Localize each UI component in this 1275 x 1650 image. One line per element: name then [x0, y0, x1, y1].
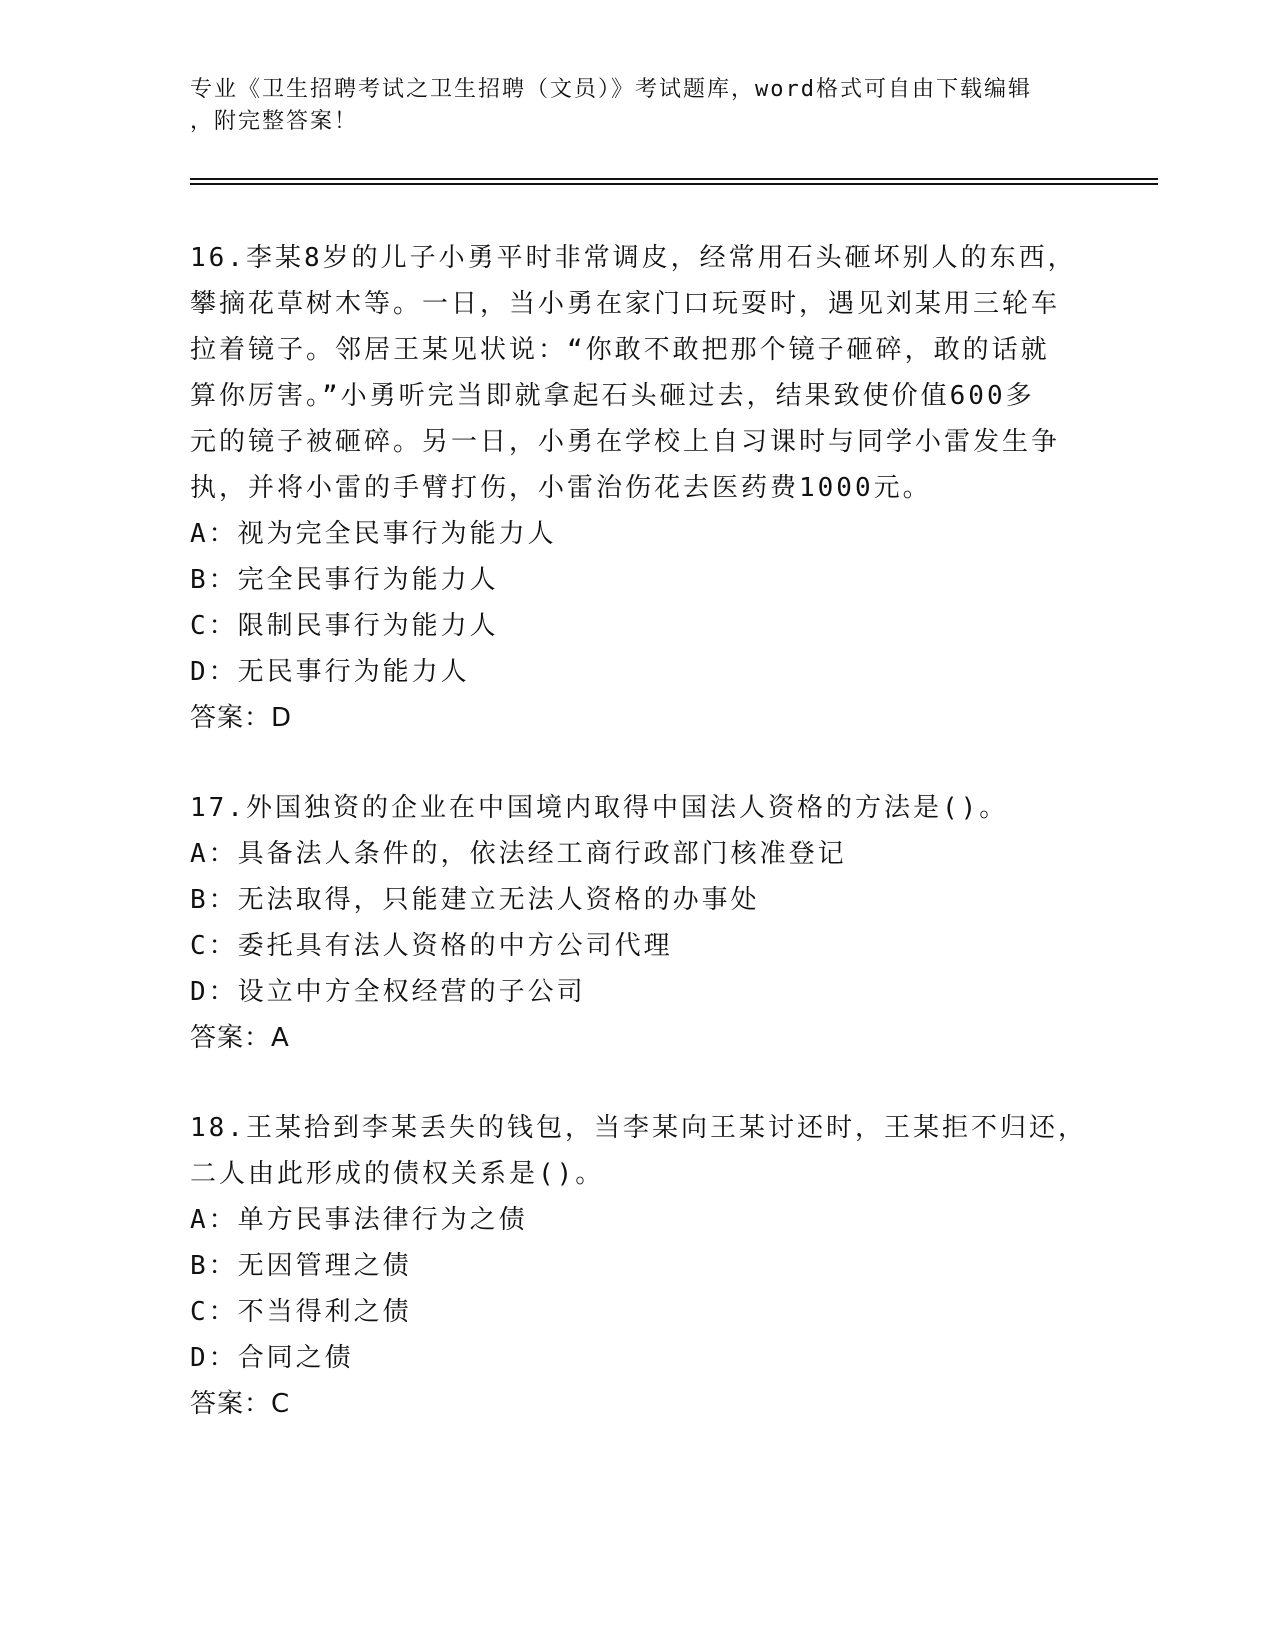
- header-divider-bottom: [190, 183, 1158, 185]
- option-b: B：完全民事行为能力人: [190, 565, 499, 595]
- answer-line: 答案：D: [190, 703, 293, 733]
- option-c: C：委托具有法人资格的中方公司代理: [190, 931, 673, 961]
- option-a: A：单方民事法律行为之债: [190, 1205, 528, 1235]
- answer-line: 答案：A: [190, 1023, 290, 1053]
- answer-line: 答案：C: [190, 1389, 291, 1419]
- question-stem-line: 执，并将小雷的手臂打伤，小雷治伤花去医药费1000元。: [190, 473, 932, 503]
- question-stem-line: 16.李某8岁的儿子小勇平时非常调皮，经常用石头砸坏别人的东西，: [190, 243, 1077, 273]
- question-stem-line: 18.王某拾到李某丢失的钱包，当李某向王某讨还时，王某拒不归还，: [190, 1113, 1087, 1143]
- option-d: D：无民事行为能力人: [190, 657, 470, 687]
- option-a: A：视为完全民事行为能力人: [190, 519, 557, 549]
- question-17: [190, 785, 1090, 1061]
- option-c: C：限制民事行为能力人: [190, 611, 499, 641]
- option-b: B：无因管理之债: [190, 1251, 412, 1281]
- option-d: D：合同之债: [190, 1343, 354, 1373]
- question-stem-line: 二人由此形成的债权关系是()。: [190, 1159, 605, 1189]
- option-a: A：具备法人条件的，依法经工商行政部门核准登记: [190, 839, 847, 869]
- question-stem-line: 攀摘花草树木等。一日，当小勇在家门口玩耍时，遇见刘某用三轮车: [190, 289, 1061, 319]
- header-line-2: ，附完整答案！: [190, 109, 359, 134]
- header-divider-top: [190, 178, 1158, 180]
- document-header: [190, 74, 1090, 138]
- question-stem-line: 17.外国独资的企业在中国境内取得中国法人资格的方法是()。: [190, 793, 1009, 823]
- question-stem-line: 元的镜子被砸碎。另一日，小勇在学校上自习课时与同学小雷发生争: [190, 427, 1061, 457]
- option-d: D：设立中方全权经营的子公司: [190, 977, 586, 1007]
- option-c: C：不当得利之债: [190, 1297, 412, 1327]
- question-stem-line: 算你厉害。”小勇听完当即就拿起石头砸过去，结果致使价值600多: [190, 381, 1035, 411]
- question-18: [190, 1105, 1090, 1427]
- option-b: B：无法取得，只能建立无法人资格的办事处: [190, 885, 760, 915]
- header-line-1: 专业《卫生招聘考试之卫生招聘（文员）》考试题库，word格式可自由下载编辑: [190, 77, 1032, 102]
- question-16: [190, 235, 1090, 741]
- question-stem-line: 拉着镜子。邻居王某见状说：“你敢不敢把那个镜子砸碎，敢的话就: [190, 335, 1050, 365]
